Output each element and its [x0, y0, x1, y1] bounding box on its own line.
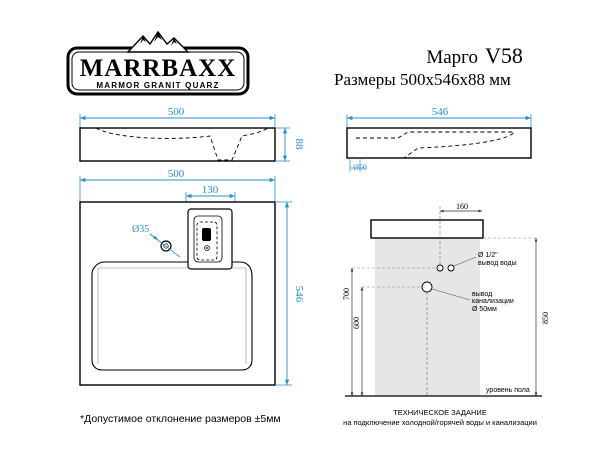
dim-plan-depth: 546: [293, 285, 305, 303]
model-name: Марго: [426, 47, 478, 68]
spec-subtitle: на подключение холодной/горячей воды и канализации: [343, 418, 537, 427]
side-view: [347, 106, 531, 172]
faucet-slot-icon: [202, 228, 211, 241]
brand-logo: [68, 32, 248, 94]
faucet-tray: [188, 209, 232, 269]
drain-size: Ø 50мм: [472, 306, 497, 313]
dim-plan-width: 500: [167, 168, 185, 180]
drain-label-2: канализации: [472, 298, 514, 305]
dim-600: 600: [352, 317, 361, 329]
side-outline: [347, 128, 531, 158]
front-view: [80, 106, 305, 161]
dim-faucet-width: 130: [201, 184, 219, 196]
dim-700: 700: [342, 288, 351, 300]
dim-top-height: 88: [293, 138, 305, 150]
inlet-label: вывод воды: [478, 260, 517, 267]
brand-tagline: MARMOR GRANIT QUARZ: [96, 81, 220, 90]
dim-side-drain: Ø50: [353, 163, 367, 172]
dim-offset: 160: [456, 202, 468, 211]
plan-view: [80, 168, 305, 385]
mountain-icon: [128, 32, 188, 52]
bowl-outline: [92, 262, 252, 370]
model-size: Размеры 500х546х88 мм: [334, 70, 511, 89]
spec-title: ТЕХНИЧЕСКОЕ ЗАДАНИЕ: [393, 408, 487, 417]
installation-scheme: [342, 202, 550, 396]
inlet-size: Ø 1/2": [478, 252, 498, 259]
vanity-slab: [371, 220, 483, 238]
model-code: V58: [485, 43, 523, 68]
tolerance-note: *Допустимое отклонение размеров ±5мм: [80, 413, 281, 425]
drain-label: вывод: [472, 291, 493, 298]
dim-hole-diameter: Ø35: [132, 224, 150, 235]
brand-name: MARRBAXX: [79, 55, 237, 82]
dim-850: 850: [541, 312, 550, 324]
dim-top-width: 500: [167, 106, 185, 118]
floor-label: уровень пола: [486, 387, 530, 394]
dim-side-width: 546: [431, 106, 449, 118]
